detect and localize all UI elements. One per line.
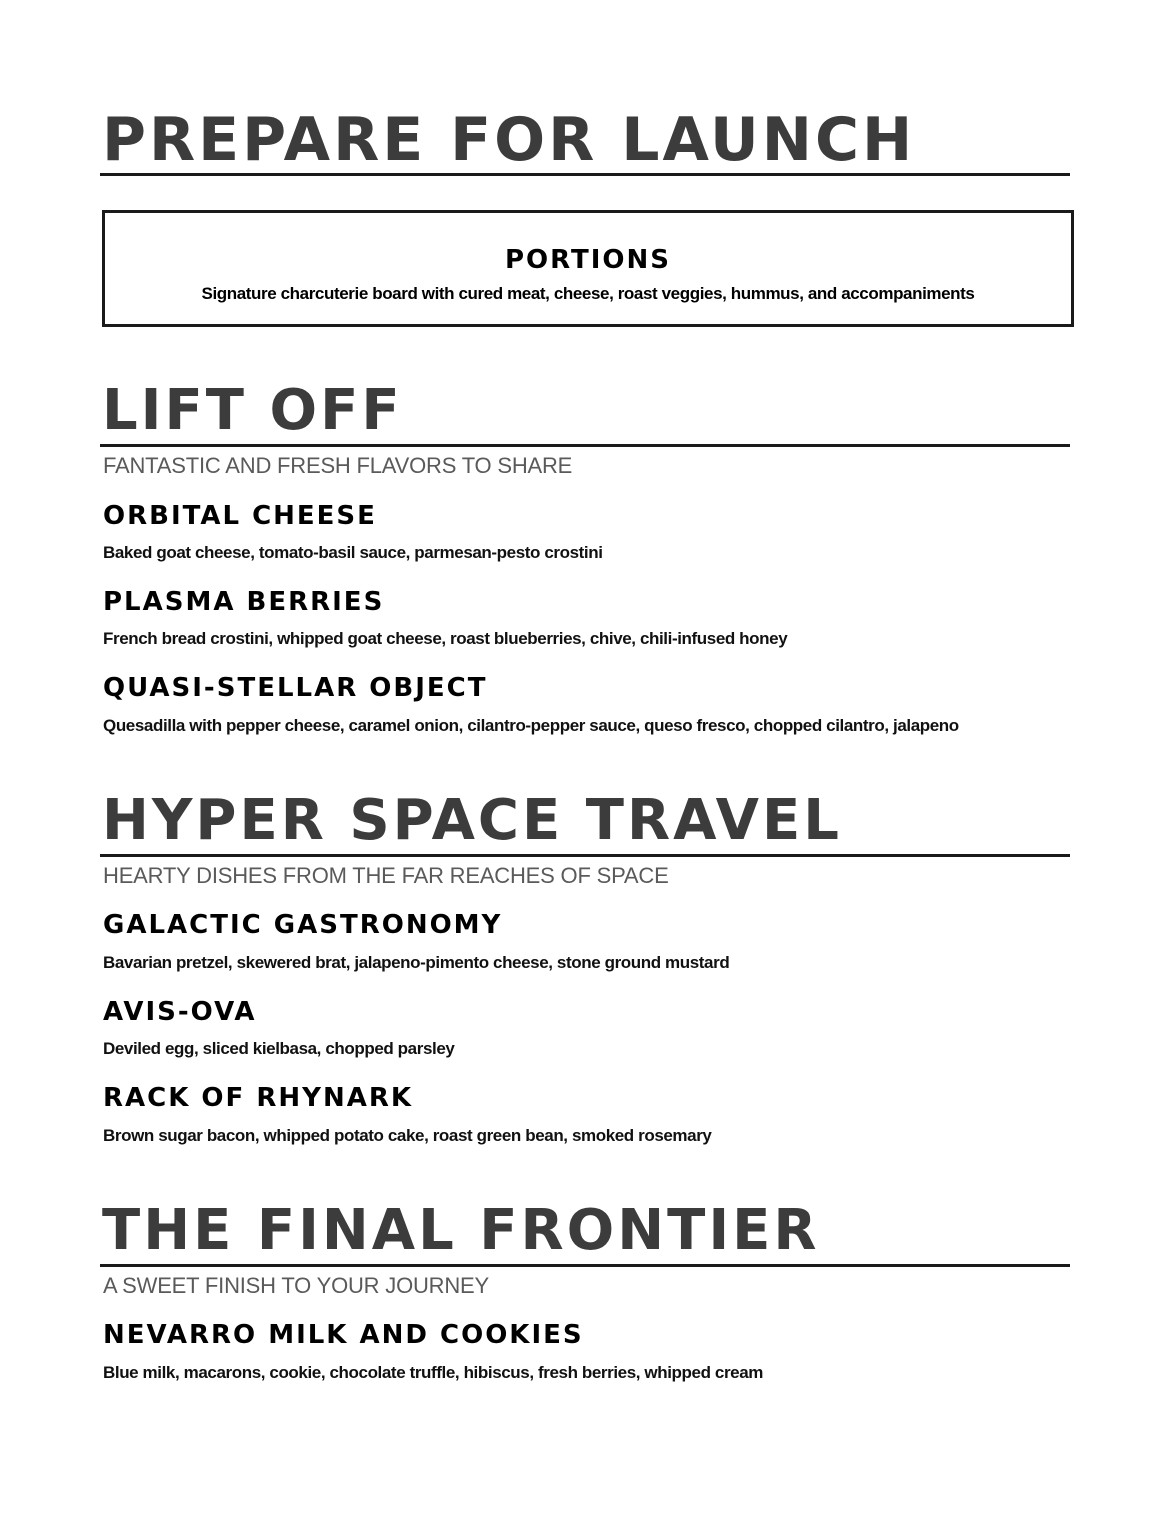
portions-box	[102, 210, 1074, 327]
section-subtitle: FANTASTIC AND FRESH FLAVORS TO SHARE	[103, 453, 573, 478]
menu-item-description: Brown sugar bacon, whipped potato cake, roast green bean, smoked rosemary	[103, 1126, 712, 1145]
menu-item-name: QUASI-STELLAR OBJECT	[103, 673, 488, 703]
menu-item-name: PLASMA BERRIES	[103, 587, 385, 617]
menu-item-description: French bread crostini, whipped goat cheese, roast blueberries, chive, chili-infused honey	[103, 629, 788, 648]
section-title-lift-off: LIFT OFF	[102, 378, 403, 443]
title-divider	[100, 173, 1070, 176]
portions-description: Signature charcuterie board with cured meat, cheese, roast veggies, hummus, and accompaniments	[201, 284, 975, 303]
menu-item-name: NEVARRO MILK AND COOKIES	[103, 1320, 584, 1350]
section-subtitle: HEARTY DISHES FROM THE FAR REACHES OF SPACE	[103, 863, 669, 888]
section-subtitle: A SWEET FINISH TO YOUR JOURNEY	[103, 1273, 490, 1298]
menu-item-name: RACK OF RHYNARK	[103, 1083, 413, 1113]
page-title: PREPARE FOR LAUNCH	[102, 105, 916, 175]
menu-item-name: AVIS-OVA	[103, 997, 257, 1027]
menu-item-description: Deviled egg, sliced kielbasa, chopped parsley	[103, 1039, 455, 1058]
menu-item-name: ORBITAL CHEESE	[103, 501, 377, 531]
section-divider	[100, 854, 1070, 857]
menu-item-name: GALACTIC GASTRONOMY	[103, 910, 503, 940]
menu-item-description: Quesadilla with pepper cheese, caramel onion, cilantro-pepper sauce, queso fresco, chopped cilantro, jalapeno	[103, 716, 959, 735]
portions-title: PORTIONS	[504, 245, 671, 275]
section-divider	[100, 1264, 1070, 1267]
menu-item-description: Bavarian pretzel, skewered brat, jalapeno-pimento cheese, stone ground mustard	[103, 953, 730, 972]
section-title-hyper-space-travel: HYPER SPACE TRAVEL	[102, 788, 842, 853]
menu-item-description: Baked goat cheese, tomato-basil sauce, parmesan-pesto crostini	[103, 543, 603, 562]
section-title-final-frontier: THE FINAL FRONTIER	[102, 1198, 820, 1263]
section-divider	[100, 444, 1070, 447]
menu-item-description: Blue milk, macarons, cookie, chocolate truffle, hibiscus, fresh berries, whipped cream	[103, 1363, 763, 1382]
